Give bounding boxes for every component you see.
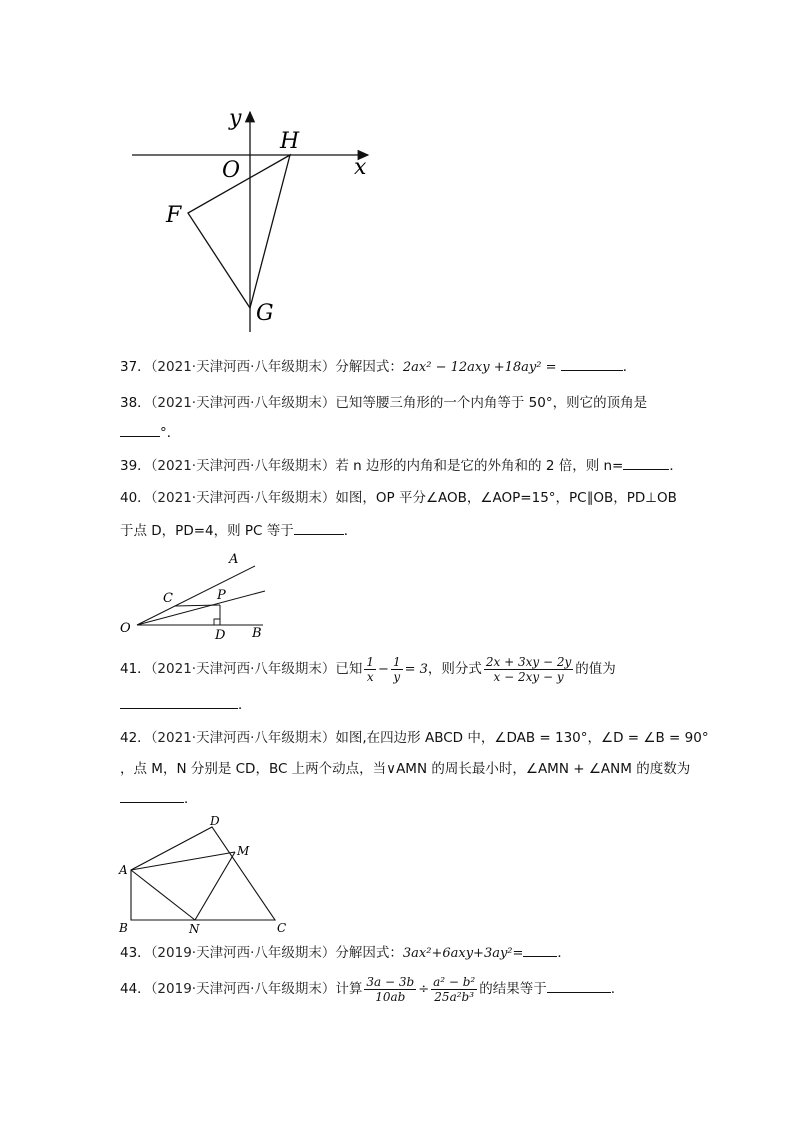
segment-an xyxy=(131,870,195,920)
label-p: P xyxy=(217,588,226,603)
ray-oa xyxy=(137,566,255,625)
question-41-line2 xyxy=(120,696,252,714)
coordinate-figure xyxy=(120,100,380,340)
q42-text: 如图,在四边形 ABCD 中，∠DAB = 130°，∠D = ∠B = 90° xyxy=(335,730,709,746)
q41-equals: = 3 xyxy=(404,662,428,677)
q38-end: °． xyxy=(160,425,181,441)
ray-op xyxy=(137,591,265,625)
label-c: C xyxy=(163,591,173,606)
q44-fraction-1: $\frac{3a - 3b}{10ab}$ xyxy=(366,974,415,1004)
q43-answer-blank[interactable] xyxy=(523,944,557,957)
q44-text2: 的结果等于 xyxy=(479,981,547,997)
q43-source: （2019·天津河西·八年级期末） xyxy=(150,945,336,961)
label-d: D xyxy=(215,628,226,642)
question-38-line2 xyxy=(120,424,180,442)
q37-expression: 2ax² − 12axy +18ay² = xyxy=(402,360,557,375)
q40-text2: 于点 D，PD=4，则 PC 等于 xyxy=(120,523,294,539)
q41-answer-blank[interactable] xyxy=(120,696,238,709)
q39-answer-blank[interactable] xyxy=(623,457,669,470)
label-y: y xyxy=(229,106,242,131)
label-b: B xyxy=(252,626,262,641)
q41-text-c: 的值为 xyxy=(575,661,616,677)
q38-number: 38． xyxy=(120,395,151,411)
label-b: B xyxy=(119,921,128,935)
q41-text-b: ，则分式 xyxy=(427,661,482,677)
q43-end: ． xyxy=(557,945,571,961)
q37-text: 分解因式： xyxy=(335,359,403,375)
q40-end: ． xyxy=(343,523,358,539)
label-o: O xyxy=(222,158,241,183)
q41-number: 41． xyxy=(120,661,151,677)
label-g: G xyxy=(256,301,274,326)
q44-end: . xyxy=(610,981,616,997)
q40-number: 40． xyxy=(120,490,151,506)
q44-answer-blank[interactable] xyxy=(547,980,611,993)
q40-text: 如图，OP 平分∠AOB，∠AOP=15°，PC∥OB，PD⊥OB xyxy=(335,490,677,506)
q43-number: 43． xyxy=(120,945,151,961)
question-38 xyxy=(120,394,647,412)
q42-number: 42． xyxy=(120,730,151,746)
q41-minus: − xyxy=(378,662,389,677)
q37-number: 37． xyxy=(120,359,151,375)
question-40-line2 xyxy=(120,522,357,540)
q40-answer-blank[interactable] xyxy=(294,522,344,535)
q44-divide: ÷ xyxy=(418,982,430,997)
q42-text2: ，点 M，N 分别是 CD，BC 上两个动点，当∨AMN 的周长最小时，∠AMN + ∠ANM 的度数为 xyxy=(120,761,691,777)
label-x: x xyxy=(354,155,367,180)
q44-number: 44． xyxy=(120,981,151,997)
segment-am xyxy=(131,852,235,870)
q44-text: 计算 xyxy=(335,981,363,997)
question-39 xyxy=(120,457,683,475)
q39-number: 39． xyxy=(120,458,151,474)
q40-source: （2021·天津河西·八年级期末） xyxy=(150,490,336,506)
label-n: N xyxy=(189,922,200,936)
question-44 xyxy=(120,972,615,1007)
question-42-line3 xyxy=(120,790,198,808)
q41-end: ． xyxy=(238,697,252,713)
segment-mn xyxy=(195,852,235,920)
q38-source: （2021·天津河西·八年级期末） xyxy=(150,395,336,411)
q44-fraction-2: $\frac{\text{a² − b²}}{\text{25a²b³}}$ xyxy=(433,974,476,1004)
q41-text-a: 已知 xyxy=(335,661,363,677)
q37-end: ． xyxy=(622,359,637,375)
label-a: A xyxy=(119,863,128,877)
label-c: C xyxy=(277,921,287,935)
q42-source: （2021·天津河西·八年级期末） xyxy=(150,730,336,746)
q37-source: （2021·天津河西·八年级期末） xyxy=(150,359,336,375)
question-37 xyxy=(120,358,636,377)
q38-answer-blank[interactable] xyxy=(120,424,160,437)
q43-expression: 3ax²+6axy+3ay²= xyxy=(402,946,524,961)
label-f: F xyxy=(166,203,182,228)
q41-frac-1-over-y: $\frac{1}{y}$ xyxy=(392,654,401,684)
question-42 xyxy=(120,729,709,747)
q39-source: （2021·天津河西·八年级期末） xyxy=(150,458,336,474)
q41-frac-1-over-x: $\frac{1}{x}$ xyxy=(366,654,375,684)
q42-answer-blank[interactable] xyxy=(120,790,184,803)
q37-answer-blank[interactable] xyxy=(561,358,623,371)
question-43 xyxy=(120,944,571,963)
q41-fraction: $\frac{2x + 3xy - 2y}{x - 2xy - y}$ xyxy=(485,654,572,684)
label-m: M xyxy=(237,844,250,858)
label-o: O xyxy=(120,621,131,636)
label-a: A xyxy=(229,552,239,567)
q39-end: ． xyxy=(669,458,683,474)
right-angle-mark xyxy=(214,619,220,625)
q43-text: 分解因式： xyxy=(335,945,403,961)
q44-source: （2019·天津河西·八年级期末） xyxy=(150,981,336,997)
q38-text: 已知等腰三角形的一个内角等于 50°，则它的顶角是 xyxy=(335,395,648,411)
quadrilateral-figure xyxy=(115,812,300,936)
q42-end: ． xyxy=(184,791,198,807)
q41-source: （2021·天津河西·八年级期末） xyxy=(150,661,336,677)
label-d: D xyxy=(210,814,220,828)
question-42-line2 xyxy=(120,760,690,778)
question-40 xyxy=(120,489,677,507)
label-h: H xyxy=(280,129,300,154)
q39-text: 若 n 边形的内角和是它的外角和的 2 倍，则 n= xyxy=(335,458,624,474)
segment-pc xyxy=(175,605,220,606)
question-41 xyxy=(120,652,616,687)
angle-bisector-figure xyxy=(115,548,275,642)
